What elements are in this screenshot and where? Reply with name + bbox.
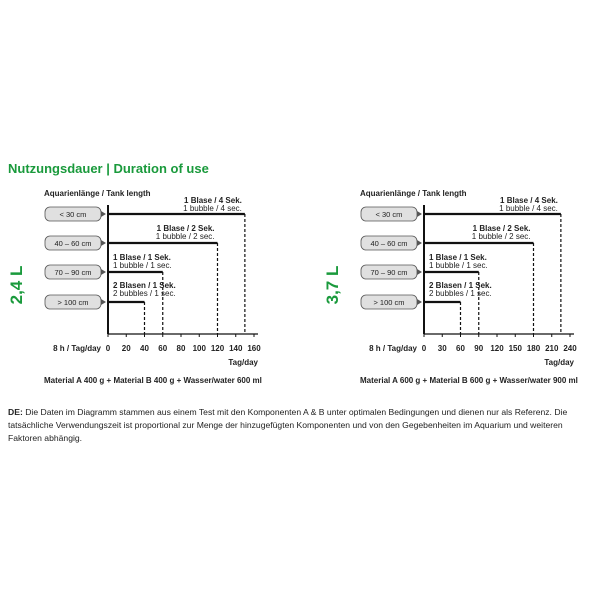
chart-group	[323, 189, 577, 367]
x-tick-label: 60	[158, 344, 168, 353]
series-label: 1 Blase / 4 Sek.	[500, 196, 558, 205]
x-tick-label: 150	[508, 344, 522, 353]
x-tick-label: 0	[421, 344, 427, 353]
x-tick-label: 100	[192, 344, 206, 353]
page-title: Nutzungsdauer | Duration of use	[8, 161, 209, 176]
series-label-en: 2 bubbles / 1 sec.	[113, 289, 176, 298]
x-tick-label: 160	[247, 344, 261, 353]
material-note-2-4l: Material A 400 g + Material B 400 g + Wasser/water 600 ml	[44, 376, 262, 385]
series-label-en: 2 bubbles / 1 sec.	[429, 289, 492, 298]
x-tick-label: 180	[526, 344, 541, 353]
volume-label: 3,7 L	[323, 265, 342, 305]
series-label: 2 Blasen / 1 Sek.	[429, 281, 492, 290]
category-arrow	[417, 240, 422, 246]
category-label: < 30 cm	[375, 210, 403, 219]
y-axis-label: Aquarienlänge / Tank length	[360, 189, 467, 198]
x-tick-label: 90	[474, 344, 484, 353]
x-axis-left-label: 8 h / Tag/day	[369, 344, 417, 353]
series-label-en: 1 bubble / 1 sec.	[113, 261, 172, 270]
category-label: 40 – 60 cm	[54, 239, 92, 248]
category-label: 70 – 90 cm	[370, 268, 408, 277]
category-label: > 100 cm	[373, 298, 405, 307]
x-tick-label: 120	[490, 344, 504, 353]
x-axis-label: Tag/day	[228, 358, 258, 367]
footnote-text: Die Daten im Diagramm stammen aus einem Test mit den Komponenten A & B unter optimalen Bedingungen und dienen nur als Referenz. Die tatsächliche Verwendungszeit ist proportional zur Menge der hinzugefügten Komponenten und von den Gegebenheiten im Aquarium und weiteren Faktoren abhängig.	[8, 407, 568, 444]
category-label: 70 – 90 cm	[54, 268, 92, 277]
category-label: 40 – 60 cm	[370, 239, 408, 248]
series-label-en: 1 bubble / 1 sec.	[429, 261, 488, 270]
series-label-en: 1 bubble / 2 sec.	[155, 232, 215, 241]
series-label: 1 Blase / 2 Sek.	[472, 224, 531, 233]
x-tick-label: 40	[140, 344, 149, 353]
category-arrow	[417, 299, 422, 305]
x-tick-label: 60	[456, 344, 465, 353]
series-label: 1 Blase / 2 Sek.	[156, 224, 215, 233]
footnote-prefix: DE:	[8, 407, 23, 417]
x-tick-label: 30	[437, 344, 447, 353]
series-label-en: 1 bubble / 4 sec.	[183, 204, 242, 213]
x-tick-label: 240	[563, 344, 577, 353]
footnote	[8, 406, 592, 446]
x-tick-label: 80	[176, 344, 186, 353]
series-label: 1 Blase / 4 Sek.	[184, 196, 242, 205]
y-axis-label: Aquarienlänge / Tank length	[44, 189, 151, 198]
series-label: 2 Blasen / 1 Sek.	[113, 281, 176, 290]
x-axis-left-label: 8 h / Tag/day	[53, 344, 101, 353]
series-label-en: 1 bubble / 4 sec.	[499, 204, 558, 213]
x-tick-label: 120	[210, 344, 225, 353]
x-tick-label: 210	[545, 344, 559, 353]
x-tick-label: 20	[121, 344, 131, 353]
category-label: > 100 cm	[57, 298, 89, 307]
volume-label: 2,4 L	[7, 265, 26, 305]
x-tick-label: 140	[229, 344, 243, 353]
category-label: < 30 cm	[59, 210, 87, 219]
series-label-en: 1 bubble / 2 sec.	[471, 232, 531, 241]
material-note-3-7l: Material A 600 g + Material B 600 g + Wasser/water 900 ml	[360, 376, 578, 385]
category-arrow	[417, 211, 422, 217]
series-label: 1 Blase / 1 Sek.	[113, 253, 171, 262]
x-tick-label: 0	[105, 344, 111, 353]
category-arrow	[417, 269, 422, 275]
series-label: 1 Blase / 1 Sek.	[429, 253, 487, 262]
x-axis-label: Tag/day	[544, 358, 574, 367]
